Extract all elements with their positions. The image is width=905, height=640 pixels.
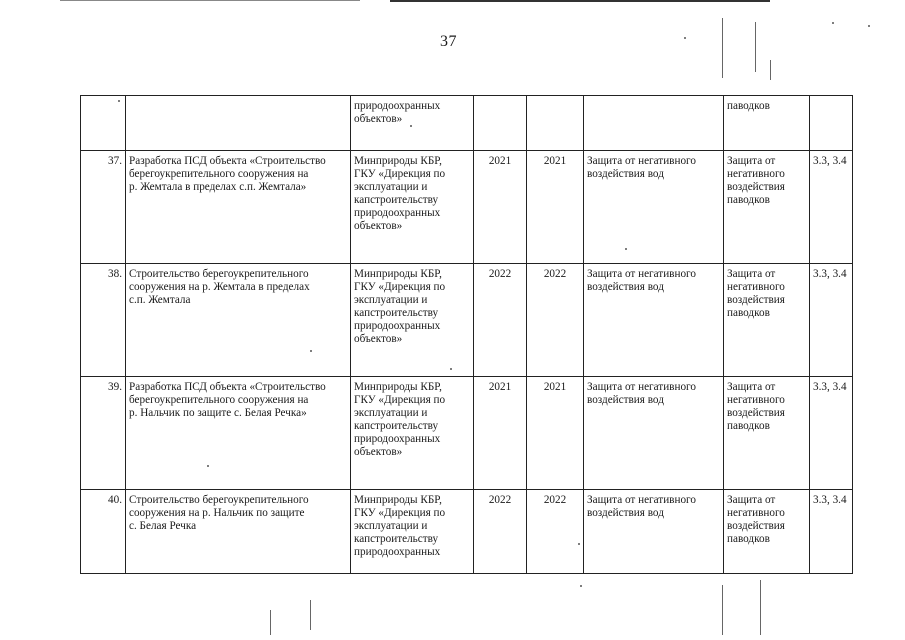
executor: Минприроды КБР, ГКУ «Дирекция по эксплуатации и капстроительству природоохранных — [351, 490, 474, 574]
scan-artifact — [580, 585, 582, 587]
scan-edge-line — [390, 0, 770, 2]
scan-artifact — [207, 465, 209, 467]
end-year: 2021 — [527, 151, 584, 264]
indicator-link: 3.3, 3.4 — [810, 377, 853, 490]
row-number: 39. — [81, 377, 126, 490]
scan-edge-line-left — [60, 0, 360, 1]
scan-artifact — [722, 18, 723, 78]
indicator: паводков — [724, 96, 810, 151]
table-row — [81, 151, 853, 264]
executor: Минприроды КБР, ГКУ «Дирекция по эксплуатации и капстроительству природоохранных объектов» — [351, 264, 474, 377]
scan-artifact — [450, 368, 452, 370]
expected-result: Защита от негативного воздействия вод — [584, 264, 724, 377]
scan-artifact — [832, 22, 834, 24]
measure-name: Строительство берегоукрепительного сооружения на р. Нальчик по защите с. Белая Речка — [126, 490, 351, 574]
executor: Минприроды КБР, ГКУ «Дирекция по эксплуатации и капстроительству природоохранных объектов» — [351, 377, 474, 490]
executor: природоохранных объектов» — [351, 96, 474, 151]
table-row — [81, 377, 853, 490]
scan-artifact — [868, 25, 870, 27]
end-year: 2021 — [527, 377, 584, 490]
row-number: 37. — [81, 151, 126, 264]
expected-result: Защита от негативного воздействия вод — [584, 151, 724, 264]
indicator: Защита от негативного воздействия паводков — [724, 377, 810, 490]
indicator-link: 3.3, 3.4 — [810, 490, 853, 574]
measure-name: Строительство берегоукрепительного сооружения на р. Жемтала в пределах с.п. Жемтала — [126, 264, 351, 377]
start-year: 2022 — [474, 490, 527, 574]
measures-table — [80, 95, 853, 574]
scan-artifact — [755, 22, 756, 72]
indicator-link: 3.3, 3.4 — [810, 151, 853, 264]
indicator: Защита от негативного воздействия паводков — [724, 151, 810, 264]
scan-artifact — [410, 125, 412, 127]
scan-artifact — [118, 100, 120, 102]
indicator-link — [810, 96, 853, 151]
page-number: 37 — [440, 33, 457, 50]
table-row — [81, 490, 853, 574]
scan-artifact — [722, 585, 723, 635]
measure-name: Разработка ПСД объекта «Строительство берегоукрепительного сооружения на р. Жемтала в пределах с.п. Жемтала» — [126, 151, 351, 264]
table-row — [81, 264, 853, 377]
end-year: 2022 — [527, 264, 584, 377]
indicator-link: 3.3, 3.4 — [810, 264, 853, 377]
end-year — [527, 96, 584, 151]
executor: Минприроды КБР, ГКУ «Дирекция по эксплуатации и капстроительству природоохранных объектов» — [351, 151, 474, 264]
measure-name — [126, 96, 351, 151]
expected-result: Защита от негативного воздействия вод — [584, 490, 724, 574]
scan-artifact — [770, 60, 771, 80]
expected-result: Защита от негативного воздействия вод — [584, 377, 724, 490]
start-year — [474, 96, 527, 151]
end-year: 2022 — [527, 490, 584, 574]
indicator: Защита от негативного воздействия паводков — [724, 264, 810, 377]
scan-artifact — [625, 248, 627, 250]
scan-artifact — [270, 610, 271, 635]
start-year: 2022 — [474, 264, 527, 377]
scan-artifact — [684, 37, 686, 39]
scan-artifact — [578, 543, 580, 545]
expected-result — [584, 96, 724, 151]
row-number — [81, 96, 126, 151]
start-year: 2021 — [474, 151, 527, 264]
row-number: 40. — [81, 490, 126, 574]
start-year: 2021 — [474, 377, 527, 490]
scan-artifact — [760, 580, 761, 635]
scan-artifact — [310, 350, 312, 352]
scan-artifact — [310, 600, 311, 630]
indicator: Защита от негативного воздействия паводков — [724, 490, 810, 574]
row-number: 38. — [81, 264, 126, 377]
table-row — [81, 96, 853, 151]
measure-name: Разработка ПСД объекта «Строительство берегоукрепительного сооружения на р. Нальчик по защите с. Белая Речка» — [126, 377, 351, 490]
